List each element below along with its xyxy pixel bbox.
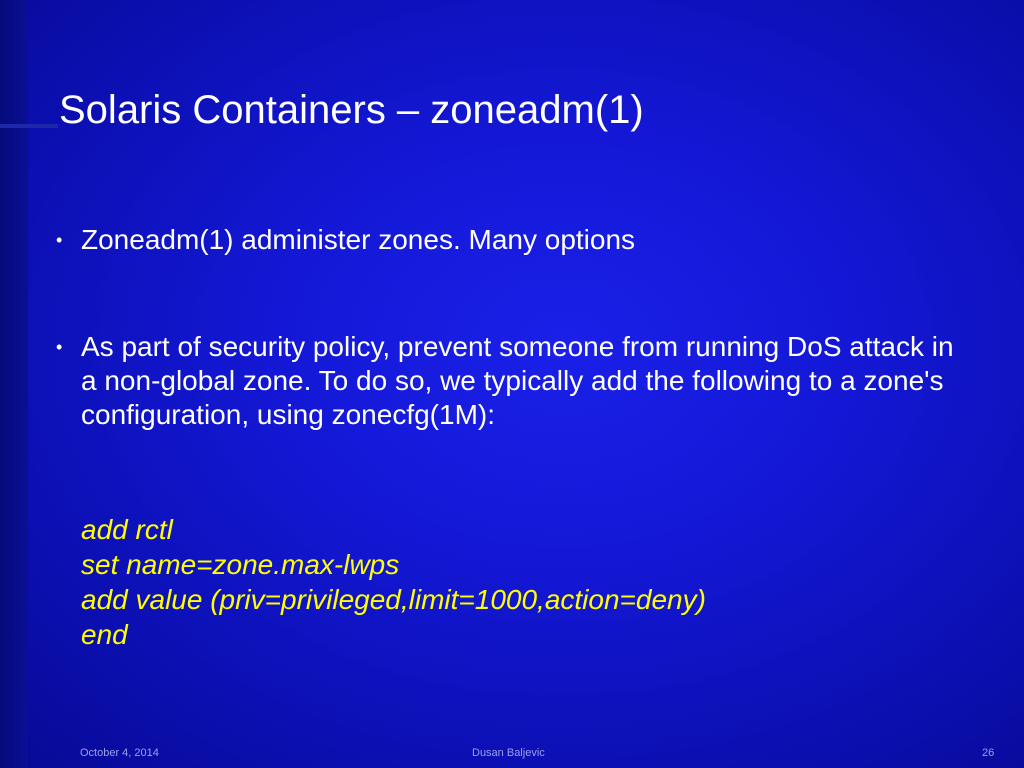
bullet-text: Zoneadm(1) administer zones. Many options (81, 224, 636, 255)
code-line: add value (priv=privileged,limit=1000,action=deny) (81, 584, 706, 615)
footer-date: October 4, 2014 (80, 747, 159, 759)
left-decorative-band (0, 0, 28, 768)
code-line: add rctl (81, 514, 173, 545)
bullet-item (56, 223, 956, 257)
bullet-item (56, 330, 956, 432)
bullet-dot-icon: • (56, 337, 63, 357)
code-line: set name=zone.max-lwps (81, 549, 400, 580)
footer-page-number: 26 (982, 747, 995, 759)
slide-title: Solaris Containers – zoneadm(1) (59, 88, 644, 132)
code-block (81, 512, 706, 652)
title-accent-line (0, 124, 58, 128)
bullet-text: As part of security policy, prevent someone from running DoS attack in a non-global zone. To do so, we typically add the following to a zone's configuration, using zonecfg(1M): (81, 331, 954, 430)
bullet-dot-icon: • (56, 230, 63, 250)
footer-author: Dusan Baljevic (472, 747, 545, 759)
code-line: end (81, 619, 128, 650)
